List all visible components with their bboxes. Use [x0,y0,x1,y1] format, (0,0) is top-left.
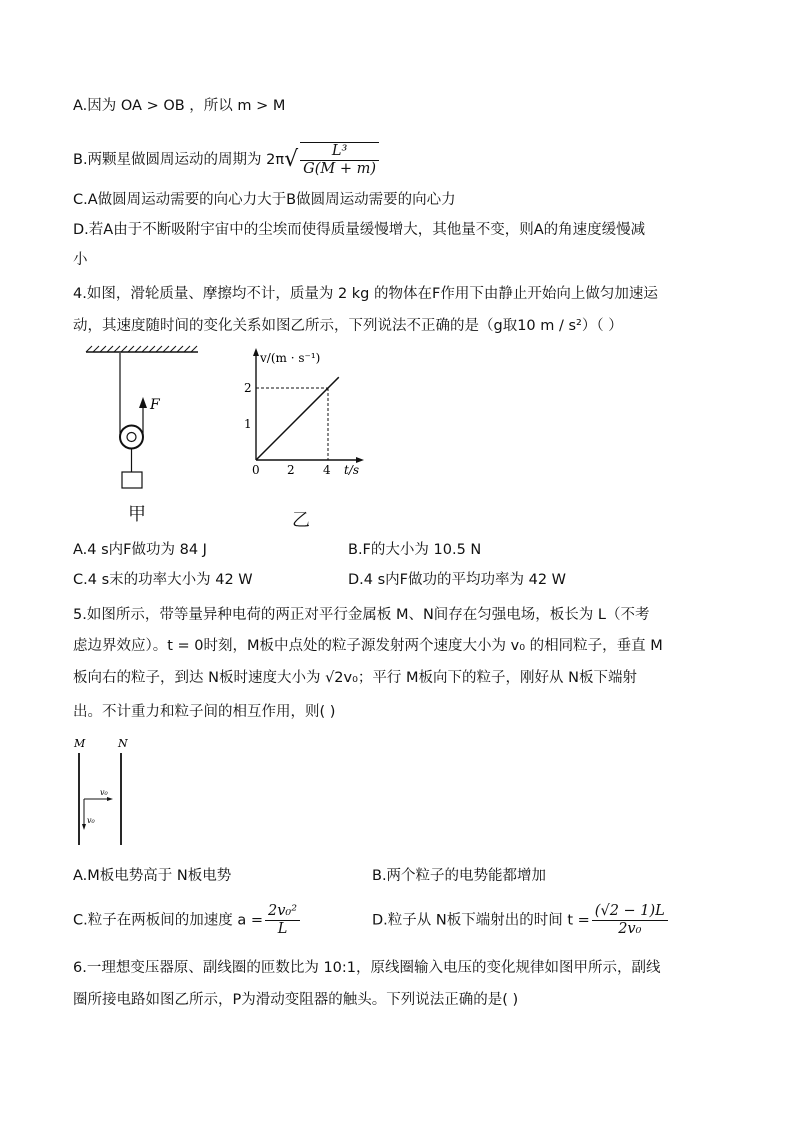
q3-option-c: C.A做圆周运动需要的向心力大于B做圆周运动需要的向心力 [73,192,456,208]
q5-option-c-numerator: 2v₀² [265,903,300,921]
velocity-arrowhead-down [82,824,86,830]
plate-m-label: M [74,737,86,750]
q5-option-c [73,903,302,938]
figure-b-caption: 乙 [292,510,310,531]
q4-option-c: C.4 s末的功率大小为 42 W [73,572,253,588]
q5-option-d [372,903,670,938]
y-axis-label: v/(m · s⁻¹) [260,351,321,365]
ceiling-hatch [86,346,197,352]
q5-option-d-numerator: (√2 − 1)L [592,903,668,921]
origin-label: 0 [252,463,260,477]
q5-stem-line3: 板向右的粒子，到达 N板时速度大小为 √2v₀；平行 M板向下的粒子，刚好从 N板下端射 [73,670,637,686]
plate-n-label: N [118,737,128,750]
y-axis-arrow [253,348,259,356]
q5-option-d-text: D.粒子从 N板下端射出的时间 t = [372,912,590,929]
q5-stem-line4: 出。不计重力和粒子间的相互作用，则( ) [73,704,336,720]
q3-option-d-line1: D.若A由于不断吸附宇宙中的尘埃而使得质量缓慢增大，其他量不变，则A的角速度缓慢减 [73,222,646,238]
q6-stem-line1: 6.一理想变压器原、副线圈的匝数比为 10:1，原线圈输入电压的变化规律如图甲所示，副线 [73,960,661,976]
figure-a-caption: 甲 [128,504,146,525]
q4-stem-line1: 4.如图，滑轮质量、摩擦均不计，质量为 2 kg 的物体在F作用下由静止开始向上做匀加速运 [73,286,658,302]
x-tick-label-2: 2 [287,463,295,477]
velocity-label-right: v₀ [100,788,108,797]
x-axis-label: t/s [344,463,360,477]
velocity-series-line [256,377,339,460]
q5-option-d-denominator: 2v₀ [618,921,642,937]
q4-option-a: A.4 s内F做功为 84 J [73,542,207,558]
q5-option-c-denominator: L [277,921,288,937]
pulley-wheel [120,426,143,449]
q4-option-d: D.4 s内F做功的平均功率为 42 W [348,572,567,588]
y-tick-label-1: 1 [244,417,252,431]
force-arrowhead [139,397,147,408]
q5-option-c-fraction [265,903,300,938]
y-tick-label-2: 2 [244,381,252,395]
q4-option-b: B.F的大小为 10.5 N [348,542,482,558]
pulley-axle [127,433,136,442]
q3-option-b: B.两颗星做圆周运动的周期为 2π√ $\frac{\text{L³}}{G(M + m)}$ [73,142,381,178]
q3-option-b-text: B.两颗星做圆周运动的周期为 2π [73,152,285,168]
q3-option-b-numerator: L³ [300,143,379,161]
q5-option-d-fraction [592,903,668,938]
velocity-label-down: v₀ [87,816,95,825]
velocity-arrowhead-right [107,797,113,801]
q5-stem-line1: 5.如图所示，带等量异种电荷的两正对平行金属板 M、N间存在匀强电场，板长为 L（不考 [73,607,650,623]
q5-option-b: B.两个粒子的电势能都增加 [372,868,547,884]
q3-option-d-line2: 小 [73,252,88,268]
mass-block [122,472,142,488]
q3-option-b-denominator: G(M + m) [303,161,377,177]
q5-option-a: A.M板电势高于 N板电势 [73,868,232,884]
x-tick-label-4: 4 [323,463,331,477]
q4-stem-line2: 动，其速度随时间的变化关系如图乙所示，下列说法不正确的是（g取10 m / s²）（ ） [73,318,623,334]
q5-plates-figure [70,735,130,850]
q6-stem-line2: 圈所接电路如图乙所示，P为滑动变阻器的触头。下列说法正确的是( ) [73,992,519,1008]
q5-option-c-text: C.粒子在两板间的加速度 a = [73,912,263,929]
q3-option-a: A.因为 OA > OB ，所以 m > M [73,98,286,114]
q5-stem-line2: 虑边界效应）。t = 0时刻，M板中点处的粒子源发射两个速度大小为 v₀ 的相同粒子，垂直 M [73,638,663,654]
q3-option-b-fraction [300,142,379,178]
q4-velocity-time-chart [238,348,368,478]
force-label: F [150,397,160,413]
